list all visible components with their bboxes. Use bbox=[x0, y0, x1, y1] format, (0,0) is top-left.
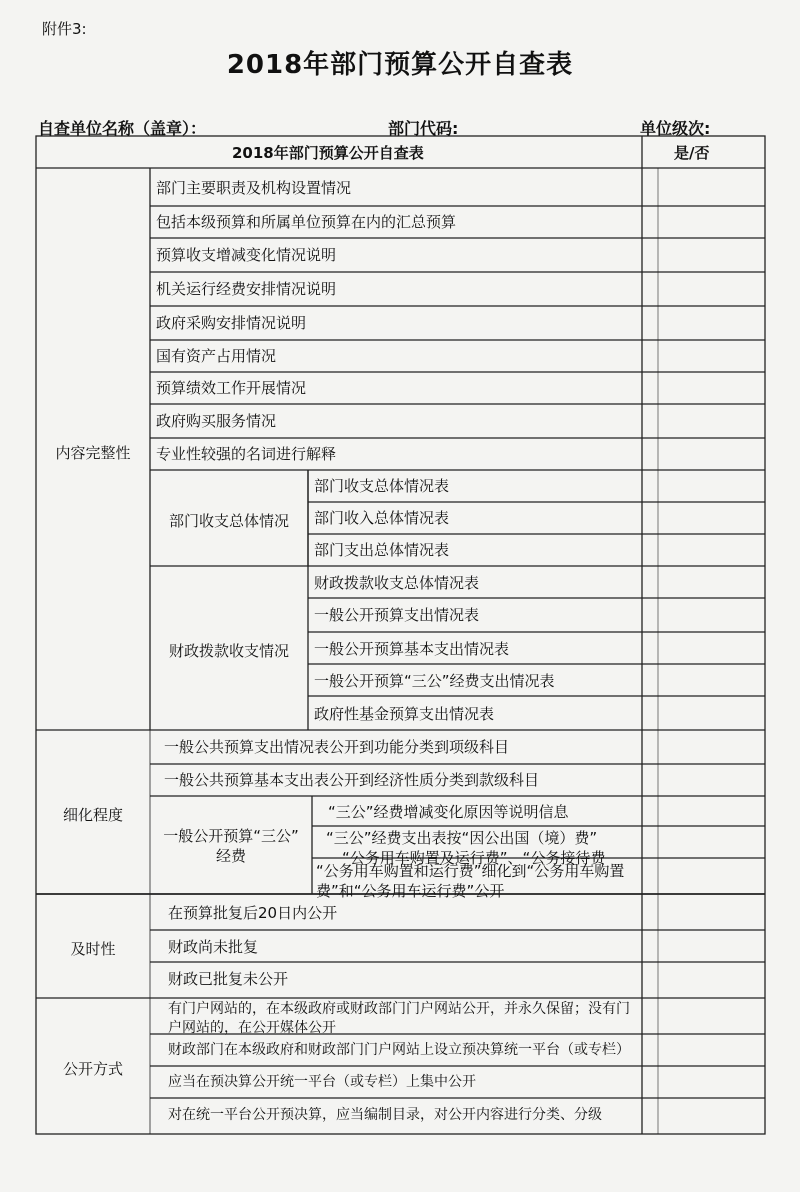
three-public-item-line: 费”和“公务用车运行费”公开 bbox=[316, 882, 505, 900]
three-public-item: “三公”经费增减变化原因等说明信息 bbox=[328, 803, 569, 821]
category-method: 公开方式 bbox=[62, 1060, 123, 1078]
completeness-item: 部门主要职责及机构设置情况 bbox=[156, 179, 352, 197]
dept-code-label: 部门代码: bbox=[388, 119, 459, 138]
method-item-line: 户网站的，在公开媒体公开 bbox=[168, 1020, 336, 1036]
completeness-item: 机关运行经费安排情况说明 bbox=[156, 280, 337, 298]
three-public-item-line: “三公”经费支出表按“因公出国（境）费” bbox=[326, 829, 598, 847]
three-public-item-clipped bbox=[316, 828, 640, 867]
dept-summary-item: 部门支出总体情况表 bbox=[314, 541, 450, 559]
table-title: 2018年部门预算公开自查表 bbox=[232, 144, 424, 162]
timeliness-item: 财政尚未批复 bbox=[168, 938, 259, 956]
fiscal-funds-label: 财政拨款收支情况 bbox=[168, 642, 289, 660]
detail-item: 一般公共预算支出情况表公开到功能分类到项级科目 bbox=[164, 738, 510, 756]
method-item-clipped bbox=[152, 1000, 640, 1036]
dept-summary-item: 部门收入总体情况表 bbox=[314, 509, 450, 527]
completeness-item: 国有资产占用情况 bbox=[156, 347, 277, 365]
category-timeliness: 及时性 bbox=[70, 940, 116, 958]
completeness-item: 预算收支增减变化情况说明 bbox=[156, 246, 337, 264]
completeness-item: 包括本级预算和所属单位预算在内的汇总预算 bbox=[156, 213, 457, 231]
unit-level-label: 单位级次: bbox=[640, 119, 711, 138]
fiscal-funds-item: 政府性基金预算支出情况表 bbox=[314, 705, 495, 723]
method-item: 对在统一平台公开预决算，应当编制目录，对公开内容进行分类、分级 bbox=[168, 1107, 602, 1123]
completeness-item: 政府购买服务情况 bbox=[156, 412, 277, 430]
unit-name-label: 自查单位名称（盖章）： bbox=[38, 119, 207, 138]
completeness-item: 政府采购安排情况说明 bbox=[156, 314, 307, 332]
detail-item: 一般公共预算基本支出表公开到经济性质分类到款级科目 bbox=[164, 771, 540, 789]
attachment-label: 附件3: bbox=[42, 20, 87, 38]
completeness-item: 预算绩效工作开展情况 bbox=[156, 379, 307, 397]
document-title: 2018年部门预算公开自查表 bbox=[226, 50, 574, 80]
method-item: 应当在预决算公开统一平台（或专栏）上集中公开 bbox=[168, 1074, 476, 1090]
three-public-label bbox=[152, 826, 310, 866]
timeliness-item: 在预算批复后20日内公开 bbox=[168, 904, 338, 922]
fiscal-funds-item: 一般公开预算基本支出情况表 bbox=[314, 640, 510, 658]
method-item: 财政部门在本级政府和财政部门门户网站上设立预决算统一平台（或专栏） bbox=[168, 1042, 630, 1058]
fiscal-funds-item: 财政拨款收支总体情况表 bbox=[314, 574, 480, 592]
fiscal-funds-item: 一般公开预算“三公”经费支出情况表 bbox=[314, 672, 555, 690]
three-public-label-line: 一般公开预算“三公” bbox=[163, 827, 299, 845]
category-completeness: 内容完整性 bbox=[55, 444, 131, 462]
completeness-item: 专业性较强的名词进行解释 bbox=[156, 445, 337, 463]
fiscal-funds-item: 一般公开预算支出情况表 bbox=[314, 606, 480, 624]
yes-no-header: 是/否 bbox=[674, 144, 710, 162]
dept-summary-item: 部门收支总体情况表 bbox=[314, 477, 450, 495]
method-item-line: 有门户网站的，在本级政府或财政部门门户网站公开，并永久保留；没有门 bbox=[168, 1001, 630, 1017]
three-public-item-line: “公务用车购置和运行费”细化到“公务用车购置 bbox=[316, 862, 625, 880]
timeliness-item: 财政已批复未公开 bbox=[168, 970, 289, 988]
dept-summary-label: 部门收支总体情况 bbox=[168, 512, 289, 530]
category-detail: 细化程度 bbox=[62, 806, 123, 824]
three-public-label-line: 经费 bbox=[215, 847, 246, 865]
three-public-item-clipped bbox=[314, 860, 640, 900]
three-public-item-line: “公务用车购置及运行费”、“公务接待费 bbox=[342, 849, 606, 867]
